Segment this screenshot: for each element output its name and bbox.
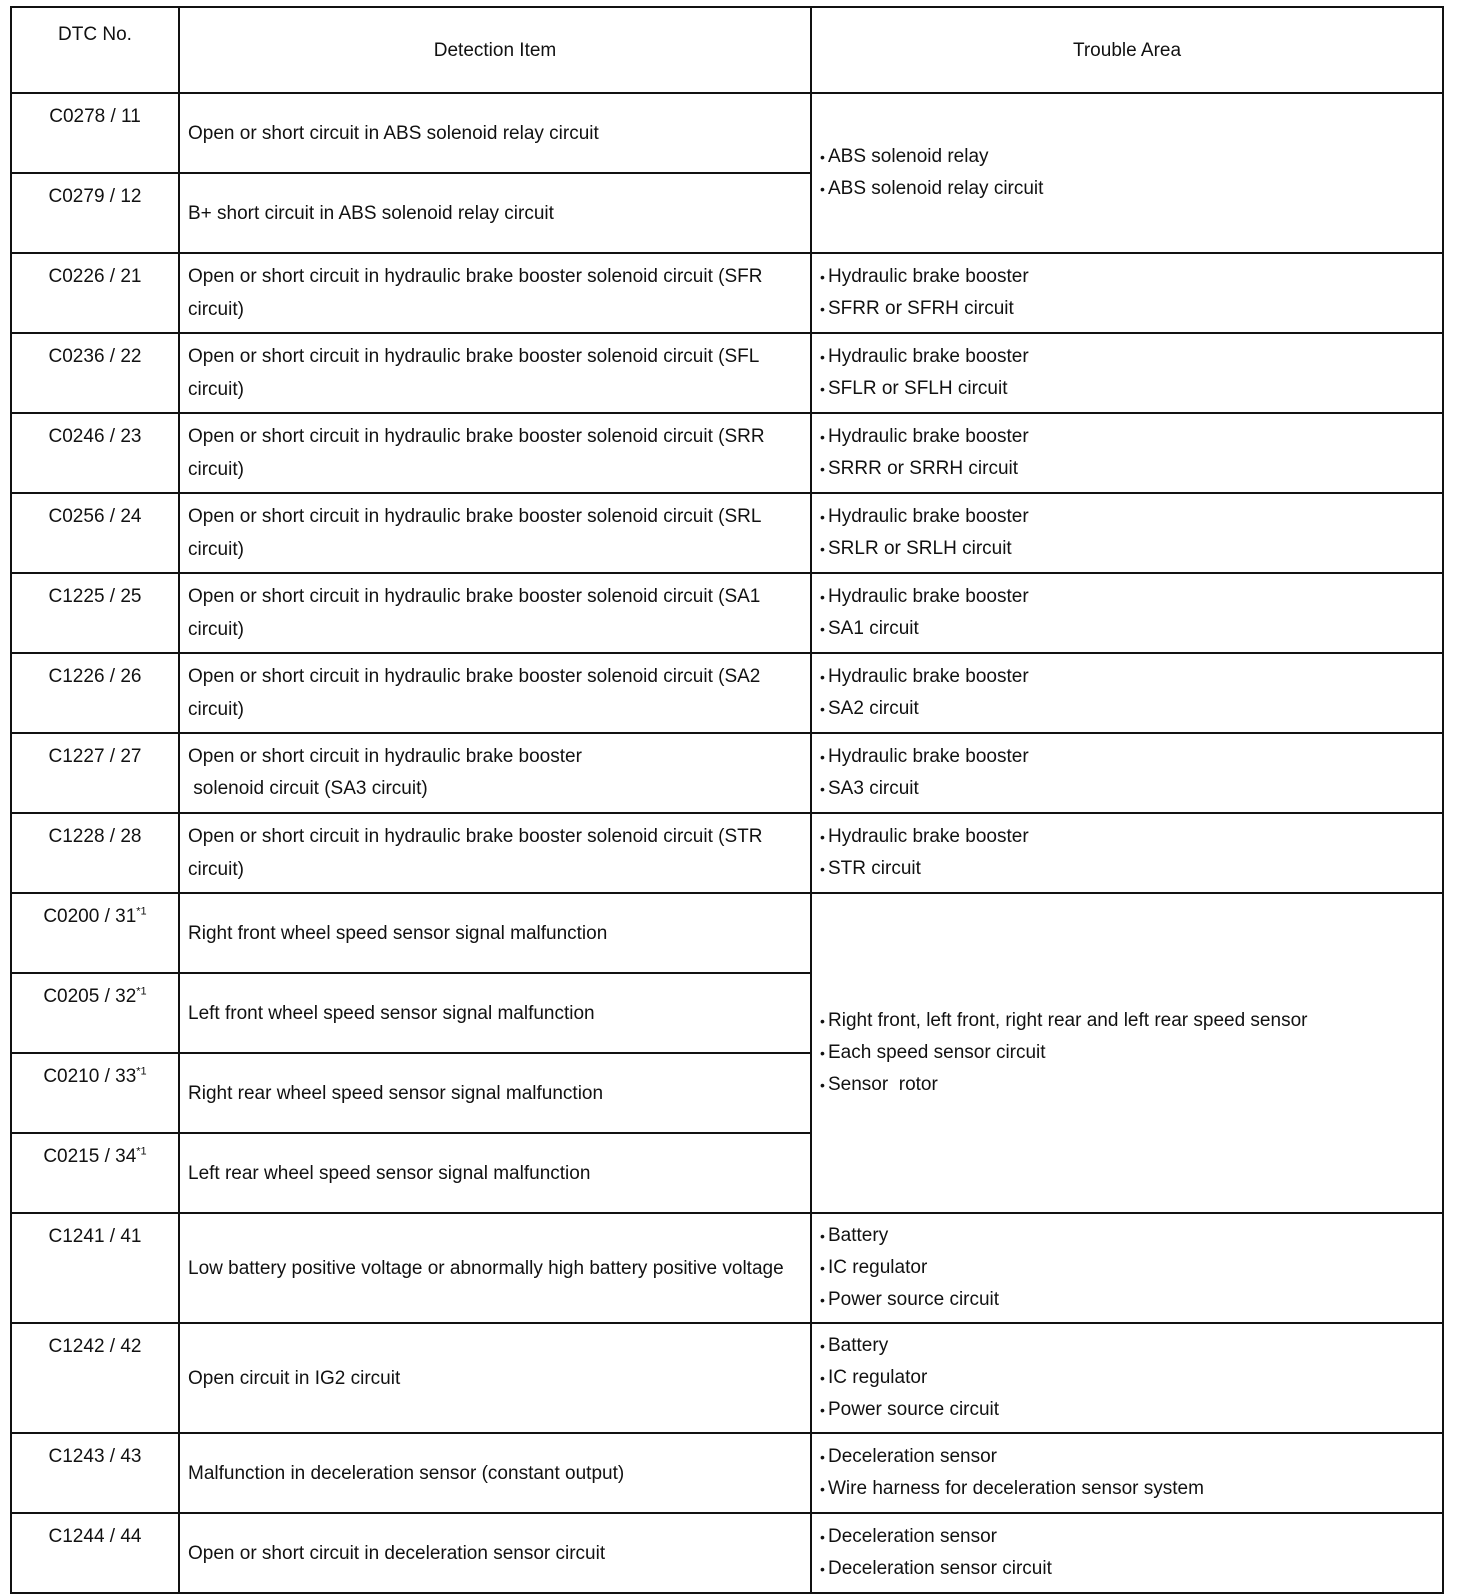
trouble-area-line: • Sensor rotor <box>820 1069 1442 1101</box>
detection-item: Right front wheel speed sensor signal malfunction <box>179 893 811 973</box>
bullet-icon: • <box>820 301 825 317</box>
dtc-code: C0246 / 23 <box>11 413 179 493</box>
bullet-icon: • <box>820 1260 825 1276</box>
bullet-icon: • <box>820 1077 825 1093</box>
detection-item: Malfunction in deceleration sensor (constant output) <box>179 1433 811 1513</box>
bullet-icon: • <box>820 701 825 717</box>
bullet-icon: • <box>820 269 825 285</box>
table-row <box>11 413 1443 493</box>
detection-item: Low battery positive voltage or abnormally high battery positive voltage <box>179 1213 811 1323</box>
trouble-area-line: • IC regulator <box>820 1362 1442 1394</box>
bullet-icon: • <box>820 541 825 557</box>
bullet-icon: • <box>820 589 825 605</box>
dtc-table <box>10 6 1444 1594</box>
table-row <box>11 1213 1443 1323</box>
header-detection-item: Detection Item <box>179 7 811 93</box>
trouble-area-line: • Hydraulic brake booster <box>820 421 1442 453</box>
trouble-area-line: • Power source circuit <box>820 1284 1442 1316</box>
bullet-icon: • <box>820 509 825 525</box>
trouble-area <box>811 893 1443 1213</box>
trouble-area-line: • Power source circuit <box>820 1394 1442 1426</box>
trouble-area-line: • Hydraulic brake booster <box>820 341 1442 373</box>
detection-item: B+ short circuit in ABS solenoid relay circuit <box>179 173 811 253</box>
footnote-mark: *1 <box>136 985 147 998</box>
trouble-area <box>811 1213 1443 1323</box>
detection-item: Left rear wheel speed sensor signal malfunction <box>179 1133 811 1213</box>
header-row <box>11 7 1443 93</box>
detection-item: Open or short circuit in ABS solenoid relay circuit <box>179 93 811 173</box>
dtc-code: C1243 / 43 <box>11 1433 179 1513</box>
dtc-code: C1241 / 41 <box>11 1213 179 1323</box>
trouble-area-line: • Hydraulic brake booster <box>820 661 1442 693</box>
detection-item: Open or short circuit in hydraulic brake booster solenoid circuit (SRR circuit) <box>179 413 811 493</box>
dtc-code: C1244 / 44 <box>11 1513 179 1593</box>
trouble-area-line: • ABS solenoid relay <box>820 141 1442 173</box>
detection-item <box>179 733 811 813</box>
trouble-area-line: • Right front, left front, right rear and left rear speed sensor <box>820 1005 1442 1037</box>
trouble-area <box>811 1513 1443 1593</box>
trouble-area-line: • Deceleration sensor <box>820 1521 1442 1553</box>
bullet-icon: • <box>820 1228 825 1244</box>
table-row <box>11 893 1443 973</box>
trouble-area-line: • STR circuit <box>820 853 1442 885</box>
dtc-code: C0215 / 34$^{*1}$ <box>11 1133 179 1213</box>
dtc-code: C0279 / 12 <box>11 173 179 253</box>
bullet-icon: • <box>820 1045 825 1061</box>
trouble-area <box>811 733 1443 813</box>
trouble-area-line: • Hydraulic brake booster <box>820 741 1442 773</box>
table-row <box>11 493 1443 573</box>
dtc-code: C0278 / 11 <box>11 93 179 173</box>
table-row <box>11 653 1443 733</box>
bullet-icon: • <box>820 749 825 765</box>
trouble-area-line: • SRRR or SRRH circuit <box>820 453 1442 485</box>
trouble-area <box>811 253 1443 333</box>
dtc-code: C1228 / 28 <box>11 813 179 893</box>
dtc-code: C1225 / 25 <box>11 573 179 653</box>
bullet-icon: • <box>820 149 825 165</box>
trouble-area-line: • Hydraulic brake booster <box>820 821 1442 853</box>
trouble-area <box>811 1433 1443 1513</box>
dtc-code: C0236 / 22 <box>11 333 179 413</box>
bullet-icon: • <box>820 349 825 365</box>
footnote-mark: *1 <box>136 1145 147 1158</box>
dtc-code: C1227 / 27 <box>11 733 179 813</box>
table-row <box>11 1513 1443 1593</box>
header-trouble-area: Trouble Area <box>811 7 1443 93</box>
table-row <box>11 253 1443 333</box>
table-row <box>11 333 1443 413</box>
dtc-code: C0200 / 31$^{*1}$ <box>11 893 179 973</box>
bullet-icon: • <box>820 1449 825 1465</box>
footnote-mark: *1 <box>136 905 147 918</box>
table-row <box>11 813 1443 893</box>
bullet-icon: • <box>820 1292 825 1308</box>
bullet-icon: • <box>820 381 825 397</box>
detection-item: Open or short circuit in hydraulic brake booster solenoid circuit (SRL circuit) <box>179 493 811 573</box>
dtc-code: C1242 / 42 <box>11 1323 179 1433</box>
trouble-area <box>811 813 1443 893</box>
trouble-area <box>811 333 1443 413</box>
detection-item-line: solenoid circuit (SA3 circuit) <box>188 778 428 799</box>
detection-item: Open or short circuit in deceleration sensor circuit <box>179 1513 811 1593</box>
bullet-icon: • <box>820 1402 825 1418</box>
detection-item: Open or short circuit in hydraulic brake booster solenoid circuit (STR circuit) <box>179 813 811 893</box>
dtc-code: C0210 / 33$^{*1}$ <box>11 1053 179 1133</box>
detection-item: Left front wheel speed sensor signal malfunction <box>179 973 811 1053</box>
trouble-area <box>811 493 1443 573</box>
trouble-area-line: • Battery <box>820 1330 1442 1362</box>
dtc-code: C0256 / 24 <box>11 493 179 573</box>
trouble-area-line: • SFLR or SFLH circuit <box>820 373 1442 405</box>
footnote-mark: *1 <box>136 1065 147 1078</box>
bullet-icon: • <box>820 781 825 797</box>
trouble-area-line: • Deceleration sensor circuit <box>820 1553 1442 1585</box>
trouble-area-line: • Battery <box>820 1220 1442 1252</box>
trouble-area-line: • Wire harness for deceleration sensor system <box>820 1473 1442 1505</box>
bullet-icon: • <box>820 1529 825 1545</box>
trouble-area-line: • SFRR or SFRH circuit <box>820 293 1442 325</box>
detection-item: Open circuit in IG2 circuit <box>179 1323 811 1433</box>
table-row <box>11 1433 1443 1513</box>
bullet-icon: • <box>820 1561 825 1577</box>
bullet-icon: • <box>820 181 825 197</box>
bullet-icon: • <box>820 829 825 845</box>
trouble-area-line: • Each speed sensor circuit <box>820 1037 1442 1069</box>
table-row <box>11 573 1443 653</box>
detection-item: Open or short circuit in hydraulic brake booster solenoid circuit (SFL circuit) <box>179 333 811 413</box>
bullet-icon: • <box>820 1338 825 1354</box>
trouble-area-line: • SA3 circuit <box>820 773 1442 805</box>
dtc-code: C0205 / 32$^{*1}$ <box>11 973 179 1053</box>
bullet-icon: • <box>820 1481 825 1497</box>
trouble-area <box>811 573 1443 653</box>
trouble-area-line: • SRLR or SRLH circuit <box>820 533 1442 565</box>
trouble-area <box>811 1323 1443 1433</box>
dtc-code: C1226 / 26 <box>11 653 179 733</box>
bullet-icon: • <box>820 861 825 877</box>
dtc-code: C0226 / 21 <box>11 253 179 333</box>
trouble-area-line: • Hydraulic brake booster <box>820 261 1442 293</box>
bullet-icon: • <box>820 669 825 685</box>
bullet-icon: • <box>820 621 825 637</box>
table-row <box>11 1323 1443 1433</box>
table-row <box>11 733 1443 813</box>
trouble-area-line: • Hydraulic brake booster <box>820 501 1442 533</box>
trouble-area <box>811 93 1443 253</box>
bullet-icon: • <box>820 429 825 445</box>
header-dtc-no: DTC No. <box>11 7 179 93</box>
bullet-icon: • <box>820 1370 825 1386</box>
bullet-icon: • <box>820 461 825 477</box>
bullet-icon: • <box>820 1013 825 1029</box>
table-row <box>11 93 1443 173</box>
trouble-area-line: • SA1 circuit <box>820 613 1442 645</box>
detection-item: Open or short circuit in hydraulic brake booster solenoid circuit (SA2 circuit) <box>179 653 811 733</box>
detection-item: Open or short circuit in hydraulic brake booster solenoid circuit (SFR circuit) <box>179 253 811 333</box>
trouble-area-line: • IC regulator <box>820 1252 1442 1284</box>
detection-item: Right rear wheel speed sensor signal malfunction <box>179 1053 811 1133</box>
trouble-area <box>811 653 1443 733</box>
trouble-area <box>811 413 1443 493</box>
trouble-area-line: • Deceleration sensor <box>820 1441 1442 1473</box>
trouble-area-line: • SA2 circuit <box>820 693 1442 725</box>
trouble-area-line: • Hydraulic brake booster <box>820 581 1442 613</box>
trouble-area-line: • ABS solenoid relay circuit <box>820 173 1442 205</box>
detection-item-line: Open or short circuit in hydraulic brake booster <box>188 746 582 767</box>
detection-item: Open or short circuit in hydraulic brake booster solenoid circuit (SA1 circuit) <box>179 573 811 653</box>
